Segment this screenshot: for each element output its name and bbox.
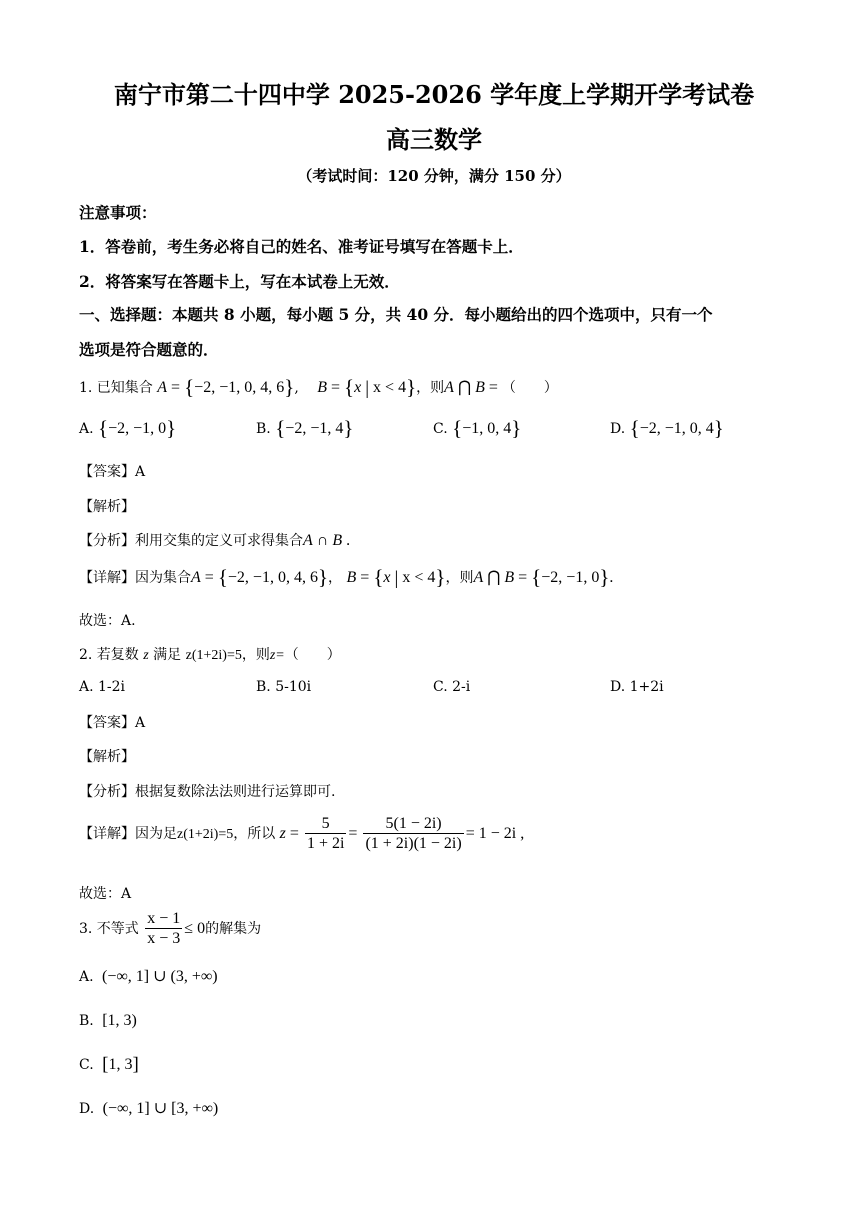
q3-option-d-value: (−∞, 1] ∪ [3, +∞)	[102, 1100, 219, 1117]
q2-detail	[79, 815, 524, 854]
q3-relation: ≤ 0	[184, 920, 206, 938]
exam-title: 南宁市第二十四中学 2025-2026 学年度上学期开学考试卷	[113, 80, 755, 109]
q2-stem-end: ，则	[241, 647, 270, 663]
q3-inequality	[143, 910, 206, 947]
q1-expression: A ⋂ B =	[444, 379, 502, 396]
section-heading-line-2: 选项是符合题意的．	[79, 340, 219, 359]
q1-detail-result: −2, −1, 0	[541, 569, 600, 586]
q2-option-d: D. 1+2i	[610, 679, 664, 695]
q2-detail-result: = 1 − 2i	[465, 825, 517, 843]
notice-item-1: 1．答卷前，考生务必将自己的姓名、准考证号填写在答题卡上．	[79, 237, 524, 256]
q1-choose: 故选：A.	[79, 613, 136, 629]
q1-suffix: ，则	[416, 380, 445, 396]
q3-option-c-value: 1, 3	[108, 1056, 133, 1073]
q2-fraction-2	[363, 815, 463, 854]
q3-option-d-label: D.	[79, 1101, 95, 1117]
q3-option-b-label: B.	[79, 1013, 94, 1029]
q2-choose: 故选：A	[79, 886, 132, 902]
q2-fraction-1-den: 1 + 2i	[306, 835, 345, 852]
q1-option-b-value: −2, −1, 4	[285, 420, 344, 437]
q1-option-b: B. {−2, −1, 4}	[256, 416, 354, 440]
exam-subject: 高三数学	[386, 125, 482, 154]
q1-option-b-label: B.	[256, 421, 271, 437]
q3-option-b-value: [1, 3)	[102, 1012, 137, 1029]
q1-detail: 【详解】因为集合A = {−2, −1, 0, 4, 6}， B = {x | x < 4}，则A ⋂ B = {−2, −1, 0}.	[79, 565, 614, 589]
q2-stem-prefix: 2. 若复数	[79, 647, 139, 663]
q1-detail-then: ，则	[445, 570, 474, 586]
notice-item-2: 2．将答案写在答题卡上，写在本试卷上无效．	[79, 272, 400, 291]
question-1-stem: 1. 已知集合 A = {−2, −1, 0, 4, 6}, B = {x | x < 4}，则A ⋂ B = （ ）	[79, 375, 558, 399]
q2-option-c: C. 2-i	[433, 679, 471, 695]
q2-fraction-1	[305, 815, 346, 854]
q2-detail-so: ，所以	[233, 826, 276, 843]
q1-option-d-value: −2, −1, 0, 4	[639, 420, 714, 437]
q3-option-c: C. [1, 3]	[79, 1054, 139, 1075]
q2-fraction-1-num: 5	[305, 815, 346, 834]
q3-fraction-num: x − 1	[147, 910, 181, 927]
q1-set-a: A = {−2, −1, 0, 4, 6}	[157, 375, 295, 399]
q2-paren: （ ）	[284, 647, 341, 663]
q2-detail-prefix: 【详解】因为足	[79, 826, 177, 843]
q1-prefix: 1. 已知集合	[79, 380, 153, 396]
q1-detail-prefix: 【详解】因为集合	[79, 570, 191, 586]
q2-stem-var: z	[143, 648, 149, 663]
question-2-stem	[79, 644, 341, 664]
q1-set-b-condition: x < 4	[373, 379, 407, 396]
q1-option-c-label: C.	[433, 421, 448, 437]
notice-heading: 注意事项：	[79, 203, 157, 222]
question-3-stem	[79, 910, 261, 949]
q2-detail-equation: z(1+2i)=5	[177, 827, 234, 843]
q2-stem-equation: z(1+2i)=5	[185, 648, 242, 663]
q2-option-a: A. 1-2i	[79, 679, 126, 695]
q3-option-b	[79, 1012, 137, 1030]
q1-detail-set-b: x < 4	[402, 569, 436, 586]
q3-option-a-value: (−∞, 1] ∪ (3, +∞)	[102, 968, 218, 985]
q3-stem-end: 的解集为	[205, 921, 262, 938]
q2-analysis: 【分析】根据复数除法法则进行运算即可.	[79, 784, 336, 800]
q1-option-d: D. {−2, −1, 0, 4}	[610, 416, 724, 440]
q3-stem-prefix: 3. 不等式	[79, 921, 139, 938]
q3-option-a-label: A.	[79, 969, 94, 985]
q1-analysis-title: 【解析】	[79, 499, 135, 515]
q1-option-a-label: A.	[79, 421, 94, 437]
q2-fraction-2-num: 5(1 − 2i)	[363, 815, 463, 834]
q1-answer: 【答案】A	[79, 464, 146, 480]
q3-fraction-den: x − 3	[147, 930, 181, 947]
q1-paren: （ ）	[501, 380, 558, 396]
q2-stem-mid: 满足	[153, 647, 182, 663]
section-heading-line-1: 一、选择题：本题共 8 小题，每小题 5 分，共 40 分．每小题给出的四个选项中，只有一个	[79, 305, 713, 324]
q2-stem-z: z=	[269, 648, 285, 663]
q3-option-a	[79, 966, 218, 986]
q2-option-b: B. 5-10i	[256, 679, 312, 695]
q1-option-a: A. {−2, −1, 0}	[79, 416, 177, 440]
q1-analysis-text: 【分析】利用交集的定义可求得集合	[79, 533, 303, 549]
q1-option-a-value: −2, −1, 0	[108, 420, 167, 437]
q2-fraction-2-den: (1 + 2i)(1 − 2i)	[365, 835, 462, 852]
q1-set-b: B = {x | x < 4}	[317, 375, 417, 399]
q1-option-d-label: D.	[610, 421, 626, 437]
q3-option-c-label: C.	[79, 1057, 94, 1073]
q1-analysis	[79, 530, 350, 550]
q1-option-c: C. {−1, 0, 4}	[433, 416, 522, 440]
q2-detail-formula: z = $\frac{5}{1 + 2i}$ = $\frac{5(1 - 2i)}{(1 + 2i)(1 - 2i)}$ = 1 − 2i ,	[279, 815, 525, 852]
q3-option-d	[79, 1098, 218, 1118]
exam-info: （考试时间：120 分钟，满分 150 分）	[297, 167, 571, 185]
q1-option-c-value: −1, 0, 4	[462, 420, 512, 437]
q2-answer: 【答案】A	[79, 715, 146, 731]
q2-analysis-title: 【解析】	[79, 749, 135, 765]
q3-fraction	[145, 910, 182, 949]
q1-set-a-elements: −2, −1, 0, 4, 6	[194, 379, 285, 396]
q1-detail-set-a: −2, −1, 0, 4, 6	[227, 569, 318, 586]
q1-analysis-expression: A ∩ B .	[303, 532, 351, 549]
